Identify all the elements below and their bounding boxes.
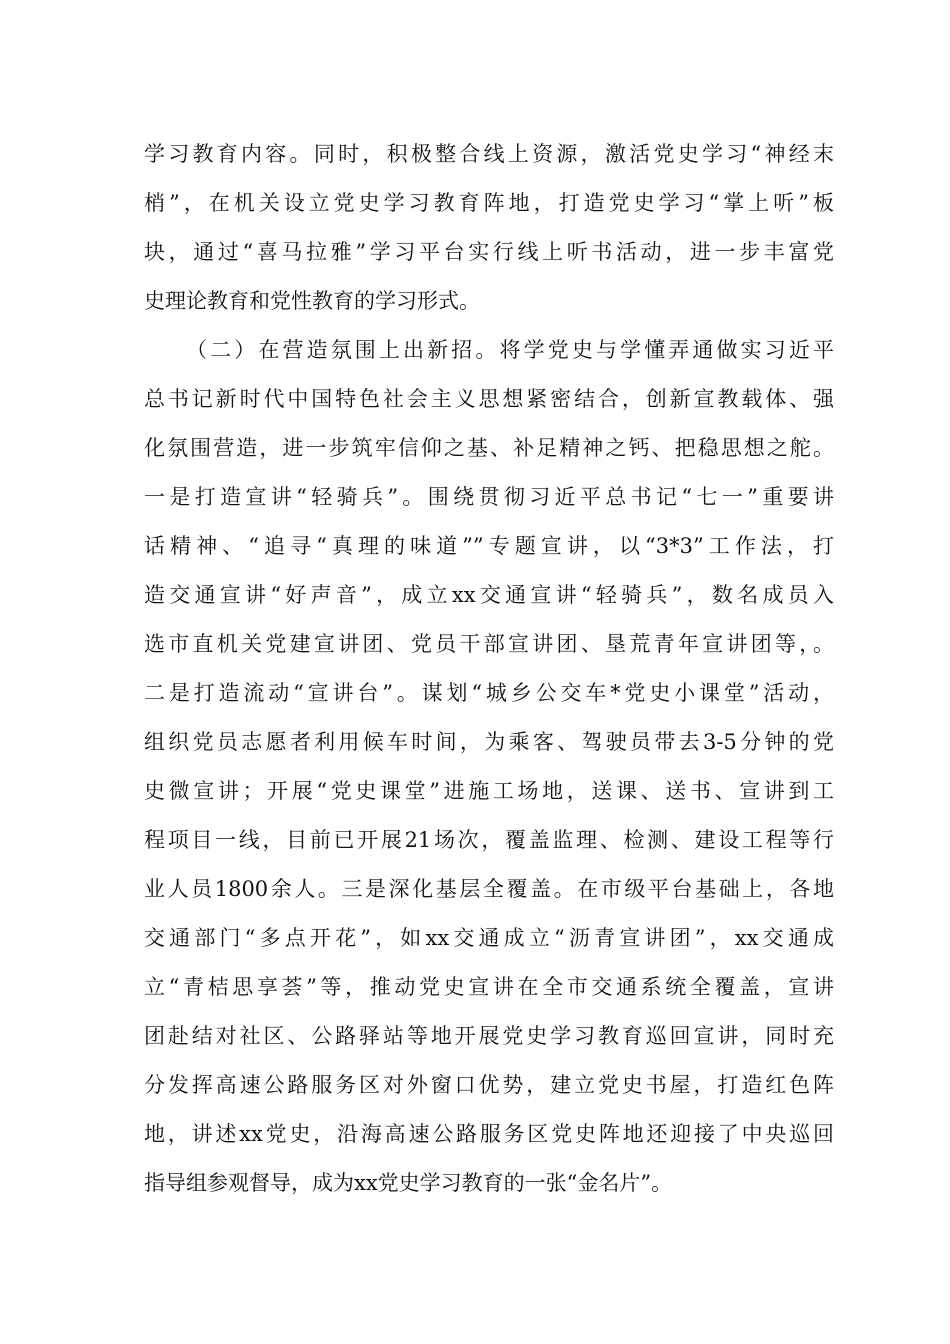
text-line-20: 分发挥高速公路服务区对外窗口优势，建立党史书屋，打造红色阵 — [144, 1073, 834, 1097]
text-line-14: 史微宣讲；开展“党史课堂”进施工场地，送课、送书、宣讲到工 — [144, 779, 834, 803]
text-line-10: 造交通宣讲“好声音”，成立xx交通宣讲“轻骑兵”，数名成员入 — [144, 583, 834, 607]
text-line-12: 二是打造流动“宣讲台”。谋划“城乡公交车*党史小课堂”活动， — [144, 681, 834, 705]
body-text — [144, 130, 834, 1208]
text-line-9: 话精神、“追寻“真理的味道””专题宣讲，以“3*3”工作法，打 — [144, 534, 834, 558]
text-line-8: 一是打造宣讲“轻骑兵”。围绕贯彻习近平总书记“七一”重要讲 — [144, 485, 834, 509]
text-line-11: 选市直机关党建宣讲团、党员干部宣讲团、垦荒青年宣讲团等，。 — [144, 632, 834, 656]
text-line-15: 程项目一线，目前已开展21场次，覆盖监理、检测、建设工程等行 — [144, 828, 834, 852]
text-line-4: 史理论教育和党性教育的学习形式。 — [144, 289, 480, 313]
text-line-7: 化氛围营造，进一步筑牢信仰之基、补足精神之钙、把稳思想之舵。 — [144, 436, 834, 460]
text-line-3: 块，通过“喜马拉雅”学习平台实行线上听书活动，进一步丰富党 — [144, 240, 834, 264]
text-line-21: 地，讲述xx党史，沿海高速公路服务区党史阵地还迎接了中央巡回 — [144, 1122, 834, 1146]
text-line-1: 学习教育内容。同时，积极整合线上资源，激活党史学习“神经末 — [144, 142, 834, 166]
text-line-17: 交通部门“多点开花”，如xx交通成立“沥青宣讲团”，xx交通成 — [144, 926, 834, 950]
text-line-18: 立“青桔思享荟”等，推动党史宣讲在全市交通系统全覆盖，宣讲 — [144, 975, 834, 999]
text-line-6: 总书记新时代中国特色社会主义思想紧密结合，创新宣教载体、强 — [144, 387, 834, 411]
text-line-2: 梢”，在机关设立党史学习教育阵地，打造党史学习“掌上听”板 — [144, 191, 834, 215]
text-line-22: 指导组参观督导，成为xx党史学习教育的一张“金名片”。 — [144, 1171, 673, 1195]
section-heading-line: （二）在营造氛围上出新招。将学党史与学懂弄通做实习近平 — [186, 338, 834, 362]
text-line-13: 组织党员志愿者利用候车时间，为乘客、驾驶员带去3-5分钟的党 — [144, 730, 834, 754]
text-line-16: 业人员1800余人。三是深化基层全覆盖。在市级平台基础上，各地 — [144, 877, 834, 901]
text-line-19: 团赴结对社区、公路驿站等地开展党史学习教育巡回宣讲，同时充 — [144, 1024, 834, 1048]
